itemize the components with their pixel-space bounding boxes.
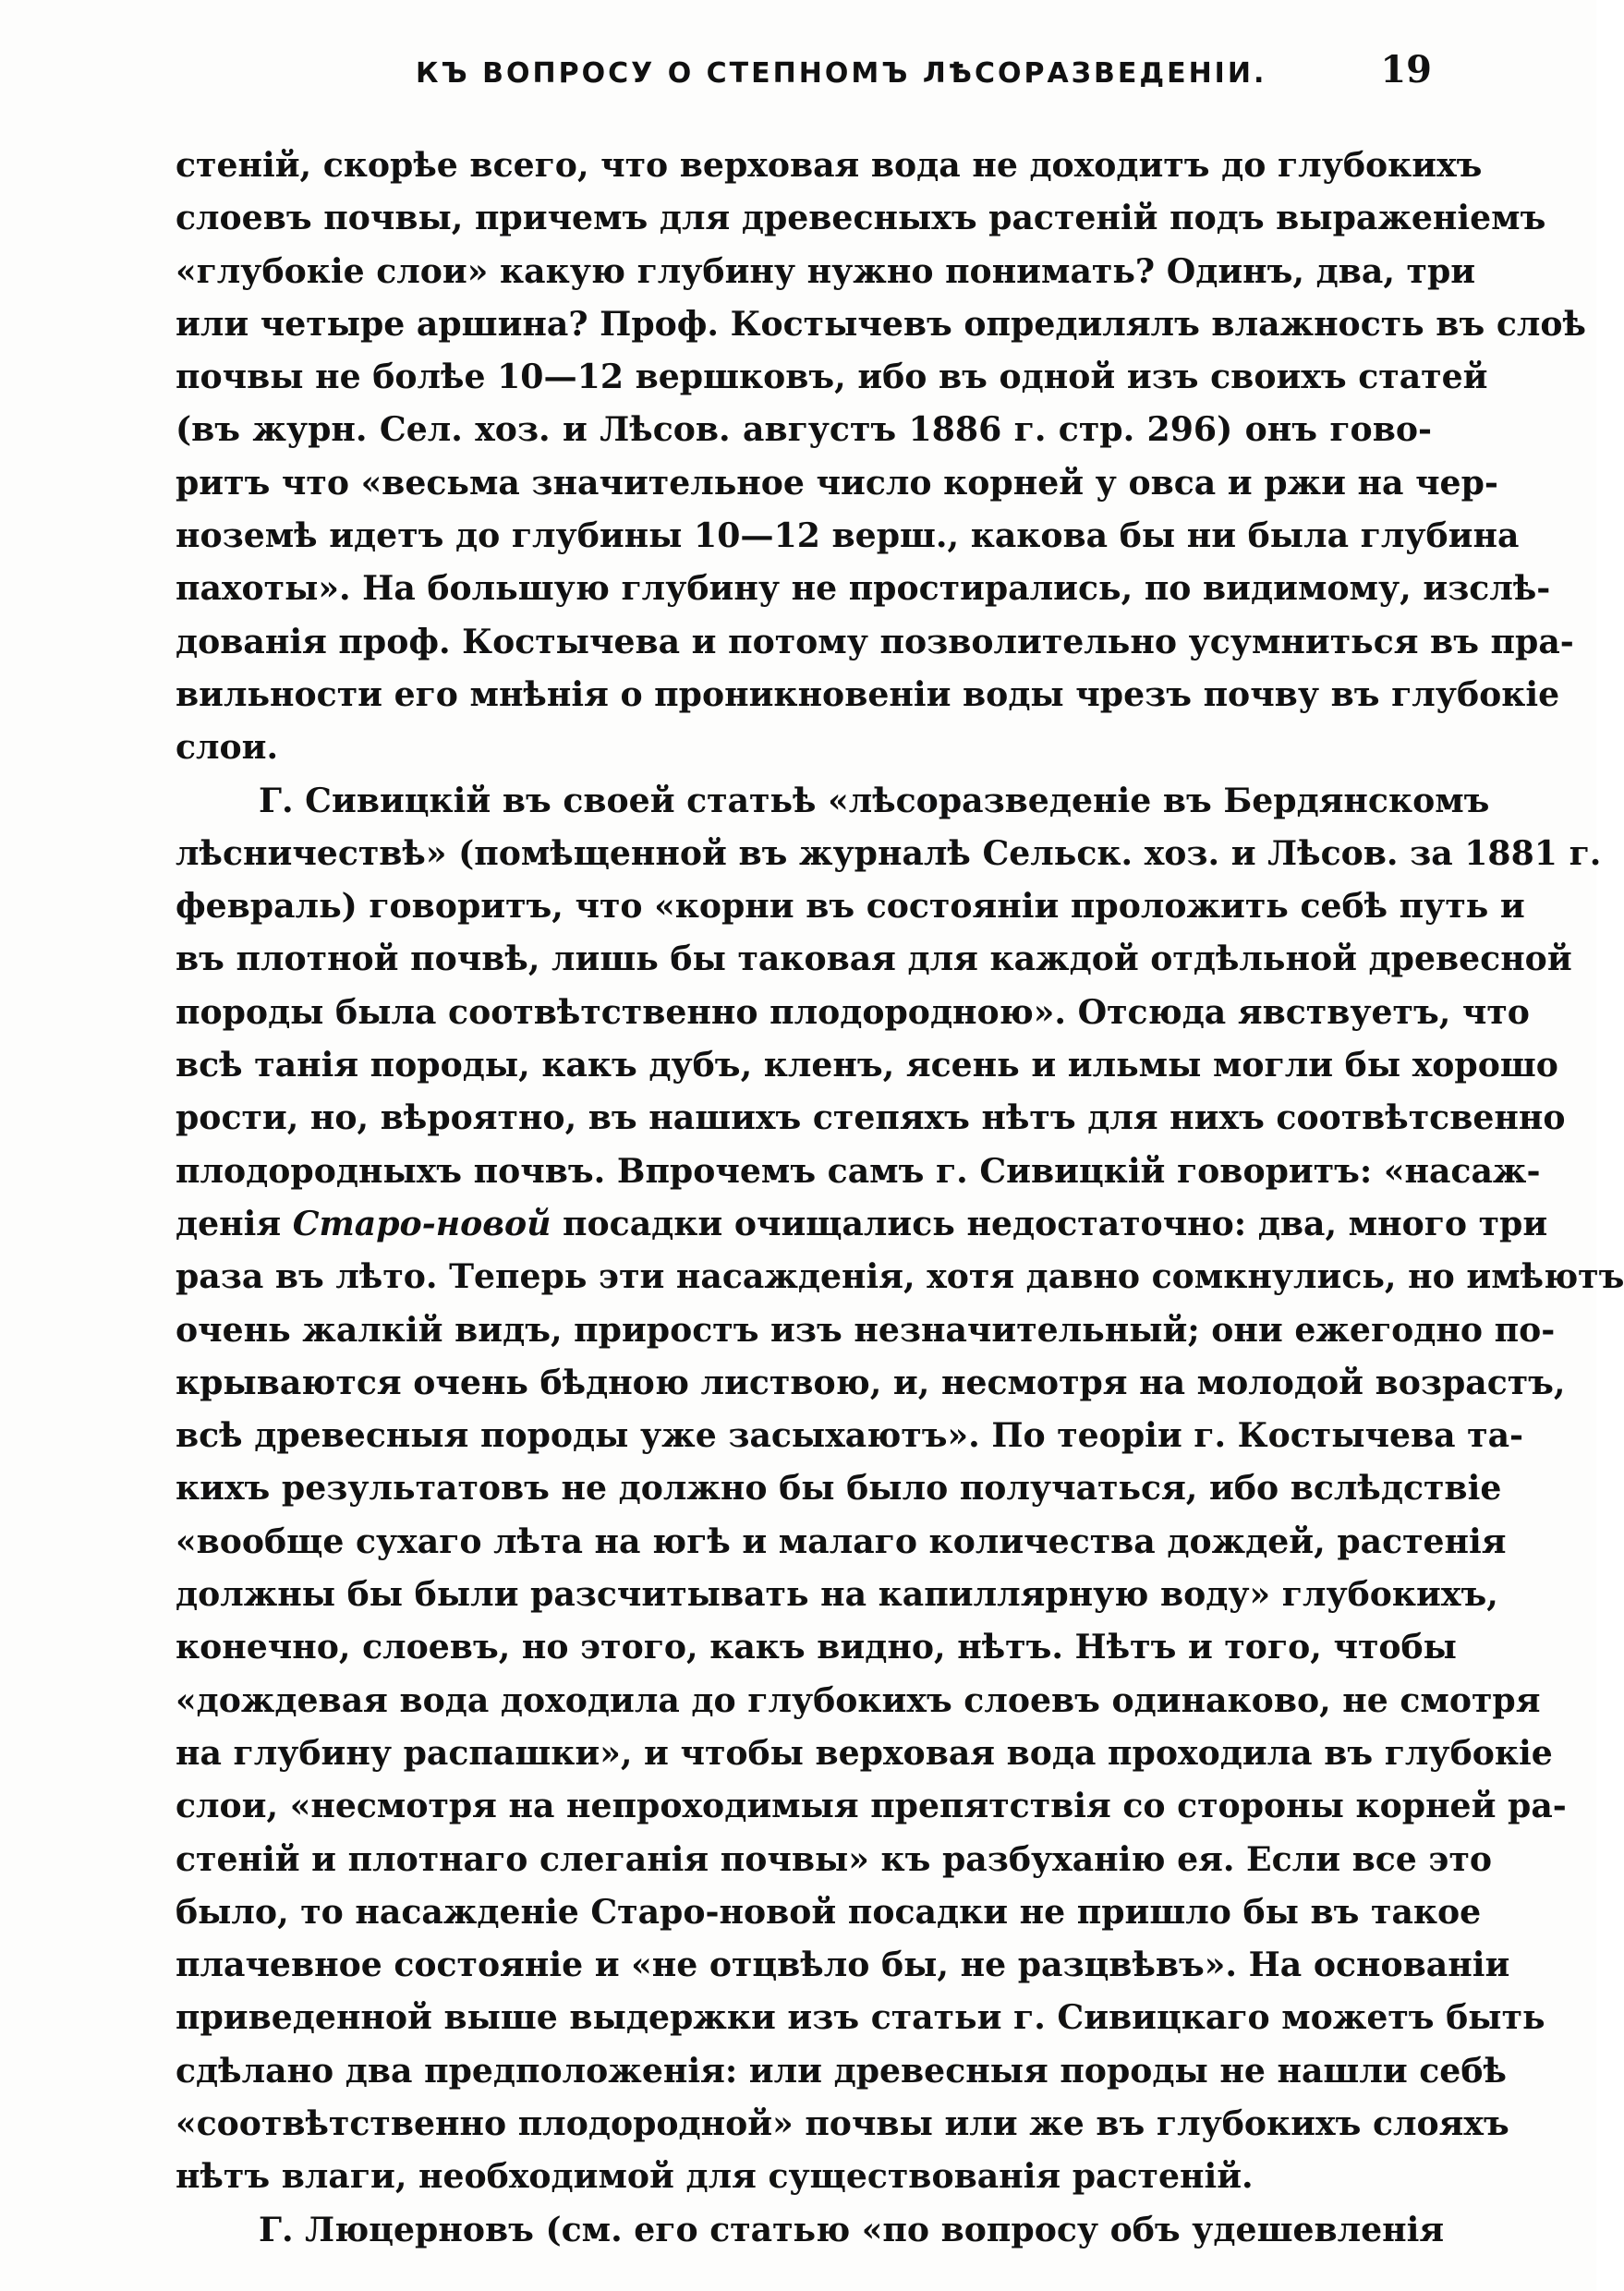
- text-line: на глубину распашки», и чтобы верховая вода проходила въ глубокіе: [176, 1732, 1553, 1773]
- text-line: февраль) говоритъ, что «корни въ состояніи проложить себѣ путь и: [176, 886, 1525, 927]
- text-line: «соотвѣтственно плодородной» почвы или же въ глубокихъ слояхъ: [176, 2103, 1509, 2143]
- text-line: нѣтъ влаги, необходимой для существованія растеній.: [176, 2156, 1254, 2197]
- text-line: плачевное состояніе и «не отцвѣло бы, не разцвѣвъ». На основаніи: [176, 1945, 1510, 1985]
- text-line: ноземѣ идетъ до глубины 10—12 верш., какова бы ни была глубина: [176, 515, 1520, 556]
- text-line: должны бы были разсчитывать на капиллярную воду» глубокихъ,: [176, 1574, 1498, 1615]
- text-line-with-italic: [176, 1197, 1548, 1250]
- text-segment: денія: [176, 1203, 293, 1243]
- text-line: въ плотной почвѣ, лишь бы таковая для каждой отдѣльной древесной: [176, 939, 1572, 979]
- running-title: КЪ ВОПРОСУ О СТЕПНОМЪ ЛѢСОРАЗВЕДЕНІИ.: [416, 57, 1267, 90]
- text-line: очень жалкій видъ, приростъ изъ незначительный; они ежегодно по-: [176, 1309, 1556, 1350]
- text-line: лѣсничествѣ» (помѣщенной въ журналѣ Сельск. хоз. и Лѣсов. за 1881 г.: [176, 832, 1602, 873]
- text-line: слои.: [176, 727, 279, 768]
- text-line: дованія проф. Костычева и потому позволительно усумниться въ пра-: [176, 621, 1574, 661]
- text-line: «глубокіе слои» какую глубину нужно понимать? Одинъ, два, три: [176, 250, 1476, 291]
- text-segment: посадки очищались недостаточно: два, много три: [551, 1203, 1548, 1243]
- body-text: [176, 139, 1624, 2256]
- text-line: ритъ что «весьма значительное число корней у овса и ржи на чер-: [176, 462, 1498, 503]
- text-line: «вообще сухаго лѣта на югѣ и малаго количества дождей, растенія: [176, 1521, 1507, 1561]
- text-line: Г. Люцерновъ (см. его статью «по вопросу объ удешевленія: [259, 2209, 1445, 2249]
- italic-text: Старо-новой: [292, 1203, 551, 1243]
- paragraph-1: [176, 139, 1586, 774]
- text-line: всѣ танія породы, какъ дубъ, кленъ, ясень и ильмы могли бы хорошо: [176, 1045, 1558, 1085]
- text-line: сдѣлано два предположенія: или древесныя породы не нашли себѣ: [176, 2050, 1507, 2091]
- text-line: слои, «несмотря на непроходимыя препятствія со стороны корней ра-: [176, 1786, 1567, 1826]
- text-line: почвы не болѣе 10—12 вершковъ, ибо въ одной изъ своихъ статей: [176, 357, 1488, 397]
- text-line: рости, но, вѣроятно, въ нашихъ степяхъ нѣтъ для нихъ соотвѣтсвенно: [176, 1097, 1566, 1138]
- text-line: или четыре аршина? Проф. Костычевъ опредилялъ влажность въ слоѣ: [176, 303, 1586, 344]
- text-line: крываются очень бѣдною листвою, и, несмотря на молодой возрастъ,: [176, 1362, 1566, 1402]
- text-line: пахоты». На большую глубину не простирались, по видимому, изслѣ-: [176, 568, 1551, 609]
- text-line: кихъ результатовъ не должно бы было получаться, ибо вслѣдствіе: [176, 1468, 1502, 1509]
- page-number: 19: [1380, 48, 1432, 91]
- text-line: стеній, скорѣе всего, что верховая вода не доходитъ до глубокихъ: [176, 145, 1483, 185]
- text-line: вильности его мнѣнія о проникновеніи воды чрезъ почву въ глубокіе: [176, 673, 1560, 714]
- text-line: «дождевая вода доходила до глубокихъ слоевъ одинаково, не смотря: [176, 1679, 1541, 1720]
- text-line: приведенной выше выдержки изъ статьи г. Сивицкаго можетъ быть: [176, 1997, 1545, 2038]
- text-line: раза въ лѣто. Теперь эти насажденія, хотя давно сомкнулись, но имѣютъ: [176, 1256, 1624, 1297]
- paragraph-2: [176, 774, 1624, 2203]
- page-header: [176, 48, 1432, 103]
- text-line: Г. Сивицкій въ своей статьѣ «лѣсоразведеніе въ Бердянскомъ: [259, 780, 1490, 820]
- line-segment: [176, 1204, 1547, 1243]
- text-line: было, то насажденіе Старо-новой посадки не пришло бы въ такое: [176, 1891, 1482, 1932]
- text-line: породы была соотвѣтственно плодородною». Отсюда явствуетъ, что: [176, 991, 1530, 1032]
- text-line: (въ журн. Сел. хоз. и Лѣсов. августъ 1886 г. стр. 296) онъ гово-: [176, 409, 1432, 450]
- text-line: конечно, слоевъ, но этого, какъ видно, нѣтъ. Нѣтъ и того, чтобы: [176, 1627, 1457, 1667]
- paragraph-3: [176, 2203, 1445, 2256]
- text-line: слоевъ почвы, причемъ для древесныхъ растеній подъ выраженіемъ: [176, 198, 1546, 238]
- text-line: всѣ древесныя породы уже засыхаютъ». По теоріи г. Костычева та-: [176, 1415, 1524, 1456]
- text-line: плодородныхъ почвъ. Впрочемъ самъ г. Сивицкій говоритъ: «насаж-: [176, 1150, 1541, 1191]
- text-line: стеній и плотнаго слеганія почвы» къ разбуханію ея. Если все это: [176, 1838, 1493, 1879]
